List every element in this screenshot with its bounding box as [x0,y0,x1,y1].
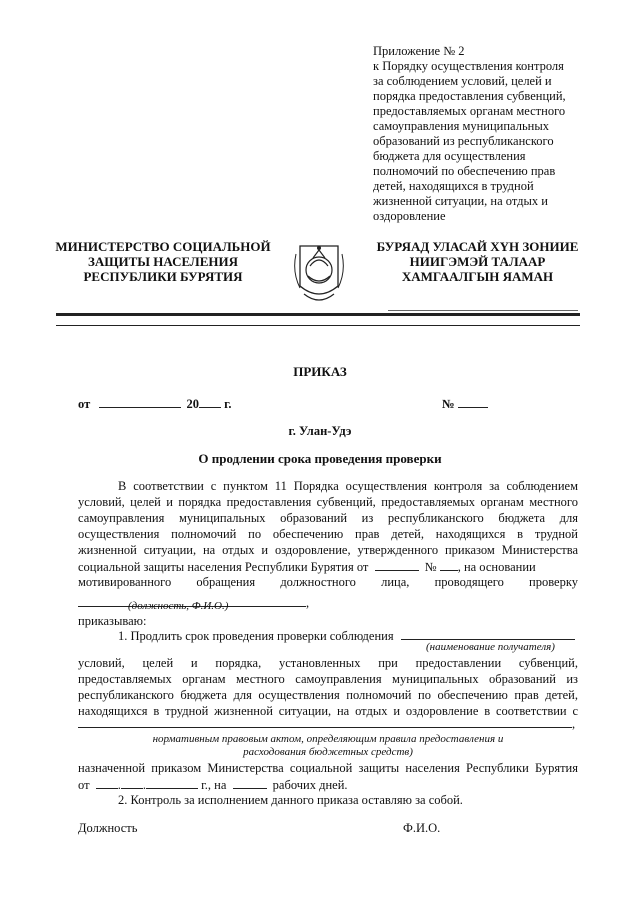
hint-act-line: нормативным правовым актом, определяющим правила предоставления и [152,733,504,745]
ext-month-blank[interactable] [121,777,143,789]
signature-name: Ф.И.О. [403,821,441,835]
body-line: осуществления полномочий по обеспечению прав детей, находящихся в трудной [78,527,578,541]
inspector-blank-row: , [78,594,309,612]
ministry-ru-line: РЕСПУБЛИКИ БУРЯТИЯ [83,269,243,284]
body-line: назначенной приказом Министерства социальной защиты населения Республики Бурятия [78,761,578,775]
appendix-line: самоуправления муниципальных [373,119,549,133]
order-number [442,396,488,412]
appendix-line: Приложение № 2 [373,44,465,58]
appendix-line: детей, находящихся в трудной [373,179,534,193]
body-line: находящихся в трудной жизненной ситуации, на отдых и оздоровление в соответствии с [78,704,578,718]
appendix-line: полномочий по обеспечению прав [373,164,556,178]
body-line: В соответствии с пунктом 11 Порядка осуществления контроля за соблюдением [118,479,578,493]
body-text: социальной защиты населения Республики Бурятия от [78,560,369,574]
signature-position: Должность [78,821,138,835]
body-text: от [78,778,90,792]
ministry-bua-line: ХАМГААЛГЫН ЯАМАН [401,269,554,284]
ministry-ru-line: МИНИСТЕРСТВО СОЦИАЛЬНОЙ [55,239,271,254]
ministry-bua-line: БУРЯАД УЛАСАЙ ХYН ЗОНИИЕ [376,239,579,254]
number-blank[interactable] [458,396,488,408]
body-line: жизненной ситуации, на отдых и оздоровление, утвержденного приказом Министерства [78,543,578,557]
body-text: рабочих дней. [272,778,348,792]
order-date-row [78,396,598,412]
order-city: г. Улан-Удэ [288,424,352,438]
hint-recipient: (наименование получателя) [426,641,555,653]
appendix-line: за соблюдением условий, целей и [373,74,552,88]
body-text: , на основании [457,560,536,574]
appendix-line: жизненной ситуации, на отдых и [373,194,548,208]
body-text: № [424,560,437,574]
order-title: ПРИКАЗ [293,364,347,379]
ministry-name-russian [48,239,278,284]
ministry-name-buryat [360,239,595,284]
item-1-text: 1. Продлить срок проведения проверки соблюдения [118,629,394,643]
body-text: г., на [201,778,227,792]
ext-year-blank[interactable] [146,777,198,789]
orders-word: приказываю: [78,614,147,628]
body-line: условий, целей и порядка, установленных при предоставлении субвенций, [78,656,578,670]
act-blank-row: , [78,715,575,733]
appendix-line: образований из республиканского [373,134,554,148]
coat-of-arms-icon [290,236,348,308]
item-2: 2. Контроль за исполнением данного приказа оставляю за собой. [118,793,463,807]
body-line: республиканского бюджета для осуществления полномочий по обеспечению прав детей, [78,688,578,702]
ministry-bua-line: НИИГЭМЭЙ ТАЛААР [409,254,546,269]
year-suffix: г. [224,397,232,411]
number-prefix: № [442,397,455,411]
approval-date-blank[interactable] [375,559,419,571]
appendix-line: бюджета для осуществления [373,149,526,163]
year-prefix: 20 [186,397,199,411]
year-blank[interactable] [199,396,221,408]
body-line: предоставляемых органам местного самоуправления муниципальных образований из [78,672,578,686]
date-blank[interactable] [99,396,181,408]
order-heading: О продлении срока проведения проверки [198,451,442,466]
hint-position: (должность, Ф.И.О.) [128,600,229,612]
body-line: мотивированного обращения должностного лица, проводящего проверку [78,575,578,589]
date-prefix: от [78,397,91,411]
approval-number-blank[interactable] [440,559,458,571]
body-line-extension: от . . г., на рабочих дней. [78,778,348,792]
days-blank[interactable] [233,777,267,789]
header-divider-thin [56,325,580,326]
body-line: самоуправления муниципальных образований из республиканского бюджета для [78,511,578,525]
act-blank[interactable] [78,716,572,728]
ext-day-blank[interactable] [96,777,118,789]
appendix-line: порядка предоставления субвенций, [373,89,566,103]
hint-act-line: расходования бюджетных средств) [243,746,413,758]
appendix-note [373,44,583,224]
body-line-date [78,559,578,575]
body-line: условий, целей и порядка предоставления субвенций, предоставляемых органам местного [78,495,578,509]
appendix-line: оздоровление [373,209,446,223]
appendix-line: к Порядку осуществления контроля [373,59,564,73]
recipient-blank[interactable] [401,628,575,640]
header-divider-thick [56,313,580,316]
appendix-line: предоставляемых органам местного [373,104,566,118]
header-divider-thin-top [388,310,578,311]
ministry-ru-line: ЗАЩИТЫ НАСЕЛЕНИЯ [87,254,239,269]
